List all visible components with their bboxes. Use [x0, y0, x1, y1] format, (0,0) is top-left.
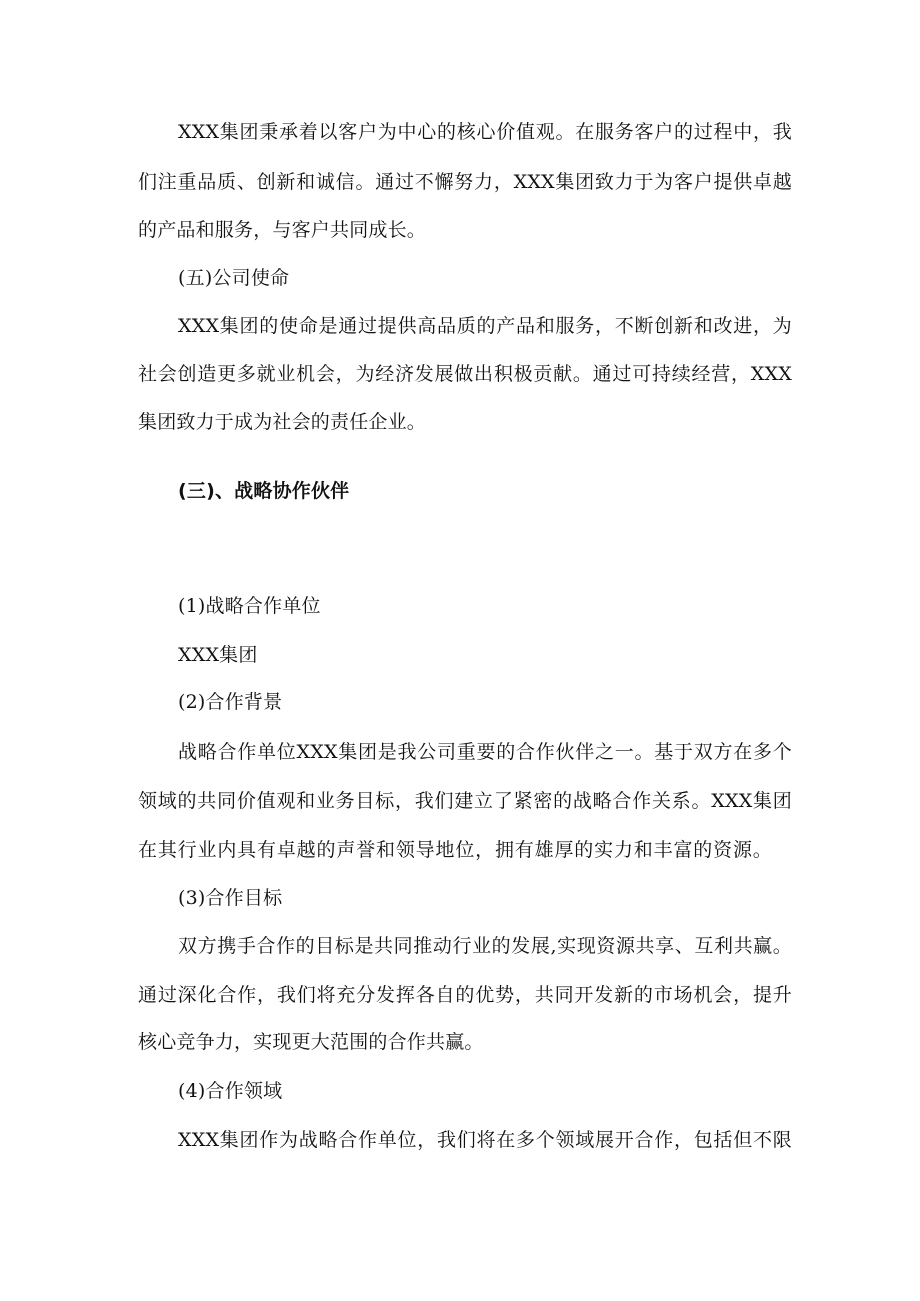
paragraph-line: 在其行业内具有卓越的声誉和领导地位，拥有雄厚的实力和丰富的资源。	[138, 839, 772, 861]
paragraph-line: 社会创造更多就业机会，为经济发展做出积极贡献。通过可持续经营，XXX	[138, 363, 792, 385]
subsection-heading-field: (4)合作领域	[178, 1080, 283, 1102]
paragraph-line: 领域的共同价值观和业务目标，我们建立了紧密的战略合作关系。XXX集团	[138, 790, 792, 812]
paragraph-line: XXX集团的使命是通过提供高品质的产品和服务，不断创新和改进，为	[178, 315, 792, 337]
paragraph-line: XXX集团作为战略合作单位，我们将在多个领域展开合作，包括但不限	[178, 1129, 792, 1151]
subsection-heading-background: (2)合作背景	[178, 691, 283, 713]
paragraph-line: 核心竞争力，实现更大范围的合作共赢。	[138, 1031, 484, 1053]
subsection-heading-goal: (3)合作目标	[178, 887, 283, 909]
paragraph-line: 集团致力于成为社会的责任企业。	[138, 411, 427, 433]
paragraph-line: XXX集团秉承着以客户为中心的核心价值观。在服务客户的过程中，我	[178, 121, 792, 143]
paragraph-line: 的产品和服务，与客户共同成长。	[138, 219, 427, 241]
subsection-heading-partner-unit: (1)战略合作单位	[178, 595, 321, 617]
paragraph-line: 通过深化合作，我们将充分发挥各自的优势，共同开发新的市场机会，提升	[138, 984, 792, 1006]
paragraph-line: 双方携手合作的目标是共同推动行业的发展,实现资源共享、互利共赢。	[178, 935, 792, 957]
subsection-heading-mission: (五)公司使命	[178, 267, 290, 289]
partner-unit-value: XXX集团	[178, 644, 258, 666]
section-heading: (三)、战略协作伙伴	[178, 480, 350, 502]
paragraph-line: 战略合作单位XXX集团是我公司重要的合作伙伴之一。基于双方在多个	[178, 741, 792, 763]
paragraph-line: 们注重品质、创新和诚信。通过不懈努力，XXX集团致力于为客户提供卓越	[138, 171, 792, 193]
